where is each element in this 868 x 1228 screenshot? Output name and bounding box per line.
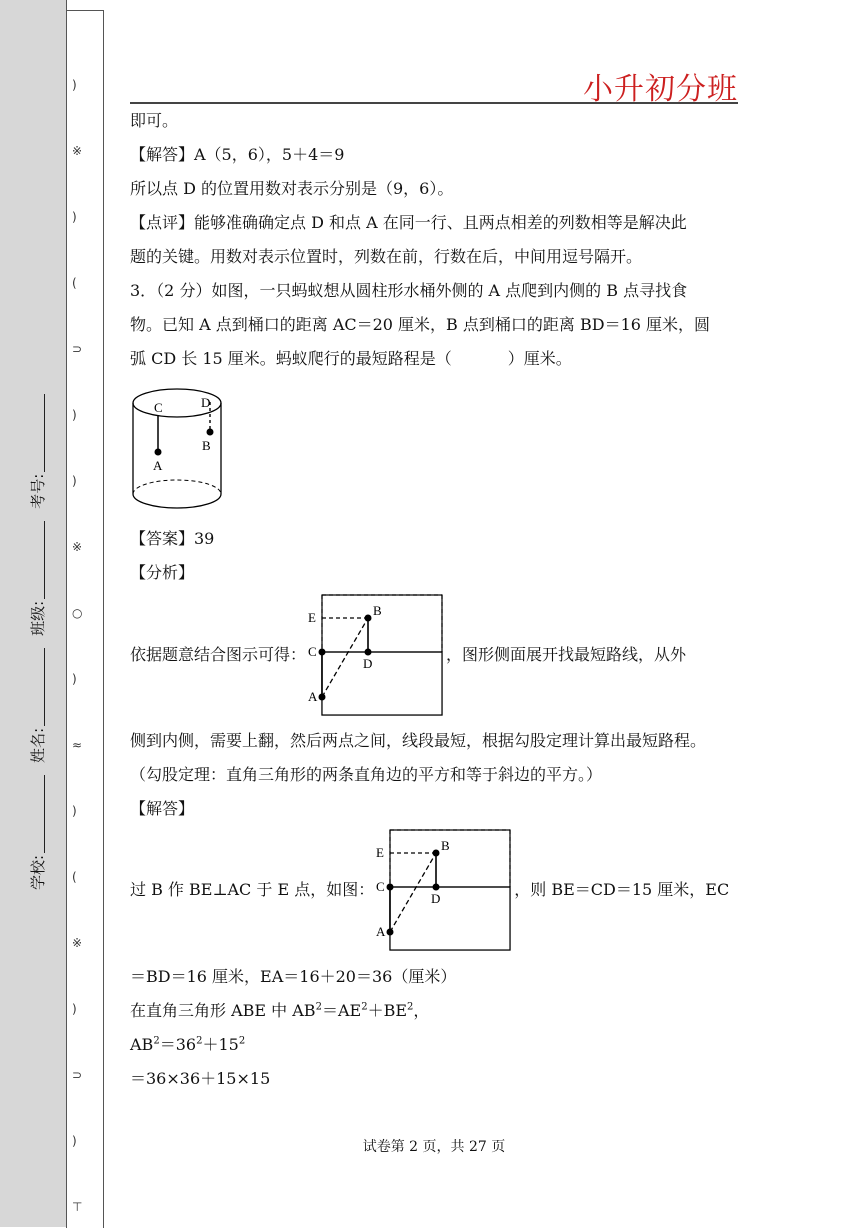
- binding-mark: ): [72, 408, 77, 422]
- analysis-row: 依据题意结合图示可得： E B C D A ，图形侧面展开找最短路线，从外: [130, 590, 740, 720]
- binding-mark: ): [72, 474, 77, 488]
- page-content: [130, 104, 740, 1096]
- svg-text:D: D: [363, 656, 373, 671]
- number-blank[interactable]: [30, 394, 45, 472]
- text-line: 【解答】A（5，6），5＋4＝9: [130, 145, 345, 164]
- question-stem: 物。已知 A 点到桶口的距离 AC＝20 厘米，B 点到桶口的距离 BD＝16 厘米，圆: [130, 315, 711, 334]
- binding-mark: ): [72, 804, 77, 818]
- binding-mark: (: [72, 276, 77, 290]
- binding-mark: ※: [72, 540, 83, 554]
- svg-text:C: C: [308, 644, 317, 659]
- svg-text:B: B: [441, 838, 450, 853]
- name-blank[interactable]: [30, 648, 45, 726]
- label-c: C: [154, 400, 163, 415]
- page-header: [130, 60, 738, 107]
- analysis-heading: 【分析】: [130, 563, 195, 582]
- binding-mark: ): [72, 1134, 77, 1148]
- binding-mark: ): [72, 78, 77, 92]
- answer-line: 【答案】39: [130, 529, 215, 548]
- binding-mark: ≈: [72, 738, 83, 752]
- equation-line: ＝36×36＋15×15: [130, 1069, 271, 1088]
- label-a: A: [153, 458, 163, 473]
- unfold-figure: [306, 592, 446, 718]
- class-blank[interactable]: [30, 521, 45, 599]
- binding-mark: ): [72, 1002, 77, 1016]
- number-field: 考号:: [27, 394, 48, 509]
- svg-text:E: E: [308, 610, 316, 625]
- header-title: 小升初分班: [583, 72, 738, 107]
- school-blank[interactable]: [30, 775, 45, 853]
- school-field: 学校:: [27, 775, 48, 890]
- question-stem: 3．（2 分）如图，一只蚂蚁想从圆柱形水桶外侧的 A 点爬到内侧的 B 点寻找食: [130, 281, 688, 300]
- svg-text:B: B: [373, 603, 382, 618]
- label-b: B: [202, 438, 211, 453]
- binding-mark: ○: [72, 606, 83, 620]
- binding-mark: ): [72, 672, 77, 686]
- class-field: 班级:: [27, 521, 48, 636]
- solve-heading: 【解答】: [130, 799, 195, 818]
- binding-mark: ⊃: [72, 342, 83, 356]
- binding-mark: ⊃: [72, 1068, 83, 1082]
- svg-text:A: A: [308, 689, 318, 704]
- equation-line: $AB^2=36^2+15^2$: [130, 1035, 246, 1054]
- name-field: 姓名:: [27, 648, 48, 763]
- solve-figure: [374, 827, 514, 953]
- text-line: 所以点 D 的位置用数对表示分别是（9，6）。: [130, 179, 454, 198]
- text-line: 题的关键。用数对表示位置时，列数在前，行数在后，中间用逗号隔开。: [130, 247, 643, 266]
- text-line: 侧到内侧，需要上翻，然后两点之间，线段最短，根据勾股定理计算出最短路程。: [130, 731, 707, 750]
- text-line: （勾股定理：直角三角形的两条直角边的平方和等于斜边的平方。）: [130, 765, 603, 784]
- cylinder-figure: [130, 382, 740, 522]
- svg-text:E: E: [376, 845, 385, 860]
- text-line: 【点评】能够准确确定点 D 和点 A 在同一行、且两点相差的列数相等是解决此: [130, 213, 687, 232]
- text-line: ＝BD＝16 厘米，EA＝16＋20＝36（厘米）: [130, 967, 457, 986]
- svg-text:A: A: [376, 924, 386, 939]
- binding-mark: ⊤: [72, 1200, 83, 1214]
- binding-mark: ※: [72, 936, 83, 950]
- question-stem: 弧 CD 长 15 厘米。蚂蚁爬行的最短路程是（ ）厘米。: [130, 349, 572, 368]
- svg-text:D: D: [431, 891, 441, 906]
- solve-row: 过 B 作 BE⊥AC 于 E 点，如图： E B C D A ，则 BE＝CD＝15 厘米，EC: [130, 826, 740, 954]
- text-line: 即可。: [130, 111, 179, 130]
- binding-mark: ): [72, 210, 77, 224]
- page-footer: 试卷第 2 页，共 27 页: [362, 1139, 506, 1155]
- binding-mark: (: [72, 870, 77, 884]
- label-d: D: [201, 395, 211, 410]
- svg-text:C: C: [376, 879, 385, 894]
- student-info: [22, 360, 52, 890]
- equation-line: 在直角三角形 ABE 中 $AB^2=AE^2+BE^2$，: [130, 1001, 430, 1020]
- binding-mark: ※: [72, 144, 83, 158]
